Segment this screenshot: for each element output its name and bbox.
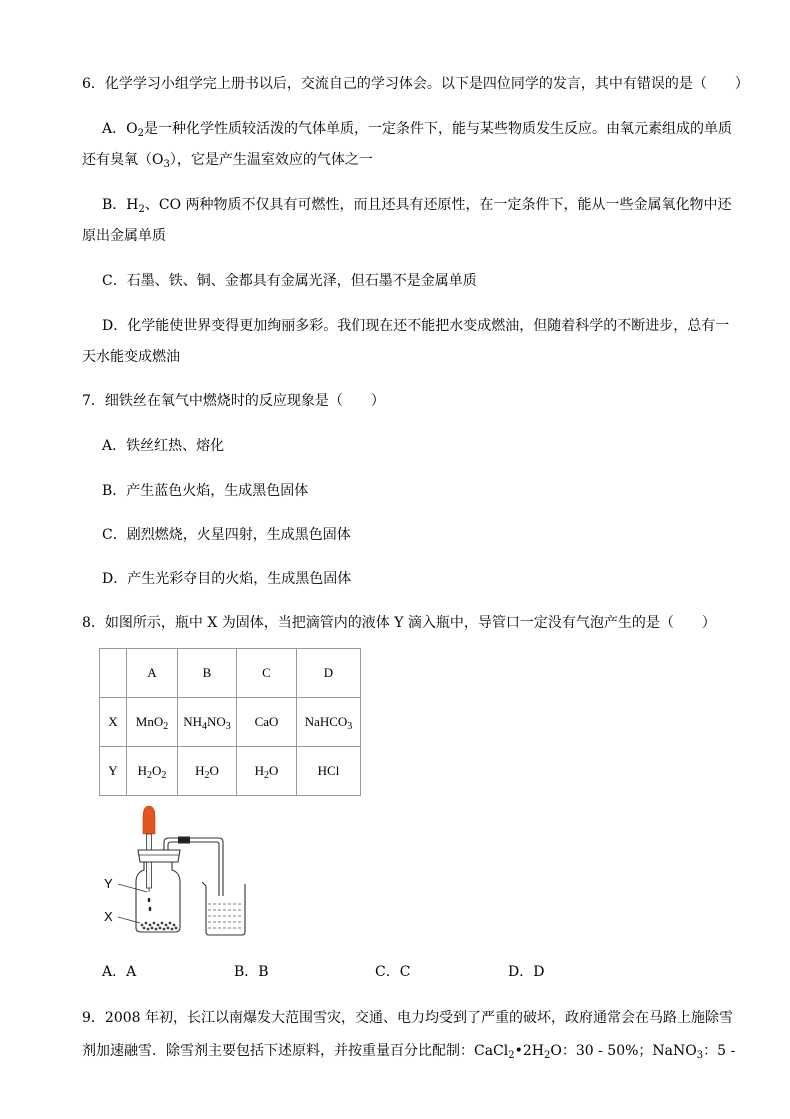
q7-option-b: B．产生蓝色火焰，生成黑色固体 [102, 483, 309, 499]
q6-option-b-line1: B．$H_2$、CO 两种物质不仅具有可燃性，而且还具有还原性，在一定条件下，能从一些金属氧化物中还 [102, 197, 732, 215]
table-cell: NaHCO$_3$ [297, 698, 361, 747]
table-header-cell: A [127, 649, 178, 698]
table-row [100, 698, 361, 747]
label-y: Y [104, 876, 113, 891]
q6-option-d-line2: 天水能变成燃油 [82, 349, 180, 365]
q6-option-d-line1: D．化学能使世界变得更加绚丽多彩。我们现在还不能把水变成燃油，但随着科学的不断进步，总有一 [102, 318, 730, 334]
delivery-tube-icon [164, 838, 223, 896]
q8-table [99, 648, 361, 796]
apparatus-figure [98, 804, 258, 940]
q7-stem: 7．细铁丝在氧气中燃烧时的反应现象是（ ） [82, 393, 385, 409]
rubber-connector-icon [178, 837, 190, 844]
table-row [100, 747, 361, 796]
table-cell: HCl [297, 747, 361, 796]
table-cell: $NH_4NO_3$ [178, 698, 237, 747]
q8-answer-b: B．B [234, 964, 269, 980]
table-row [100, 649, 361, 698]
table-cell: CaO [237, 698, 297, 747]
q6-option-a-line1: A．$O_2$是一种化学性质较活泼的气体单质，一定条件下，能与某些物质发生反应。由氧元素组成的单质 [102, 121, 732, 139]
solid-particles-icon [141, 922, 178, 931]
q6-stem: 6．化学学习小组学完上册书以后，交流自己的学习体会。以下是四位同学的发言，其中有错误的是（ ） [82, 76, 749, 92]
table-cell: MnO$_2$ [127, 698, 178, 747]
bottle-icon [136, 862, 180, 932]
q6-option-b-line2: 原出金属单质 [82, 228, 166, 244]
q8-answer-d: D．D [508, 964, 545, 980]
table-cell: $H_2O$ [178, 747, 237, 796]
q6-option-c: C．石墨、铁、铜、金都具有金属光泽，但石墨不是金属单质 [102, 273, 477, 289]
q6-option-a-line2: 还有臭氧$(O_3)$，它是产生温室效应的气体之一 [82, 152, 373, 170]
flask-dropper-beaker-diagram [98, 804, 258, 936]
q7-option-c: C．剧烈燃烧，火星四射，生成黑色固体 [102, 527, 351, 543]
table-header-cell [100, 649, 127, 698]
q8-answer-a: A．A [102, 964, 137, 980]
dropper-bulb-icon [143, 806, 155, 834]
q8-answer-c: C．C [375, 964, 411, 980]
q7-option-a: A．铁丝红热、熔化 [102, 438, 225, 454]
label-x: X [104, 909, 113, 924]
q8-stem: 8．如图所示，瓶中 X 为固体，当把滴管内的液体 Y 滴入瓶中，导管口一定没有气泡产生的是（ ） [82, 615, 716, 631]
table-header-cell: D [297, 649, 361, 698]
table-cell: $H_2O_2$ [127, 747, 178, 796]
stopper-icon [138, 850, 180, 862]
q9-line2: 剂加速融雪．除雪剂主要包括下述原料，并按重量百分比配制：$CaCl_2•2H_2O$：30 - 50%；NaNO$_3$：5 - [82, 1043, 736, 1061]
q7-option-d: D．产生光彩夺目的火焰，生成黑色固体 [102, 571, 352, 587]
table-header-cell: C [237, 649, 297, 698]
table-header-cell: B [178, 649, 237, 698]
table-cell: $H_2O$ [237, 747, 297, 796]
table-row-label: X [100, 698, 127, 747]
table-row-label: Y [100, 747, 127, 796]
q9-line1: 9．2008 年初，长江以南爆发大范围雪灾，交通、电力均受到了严重的破坏，政府通常会在马路上施除雪 [82, 1010, 733, 1026]
